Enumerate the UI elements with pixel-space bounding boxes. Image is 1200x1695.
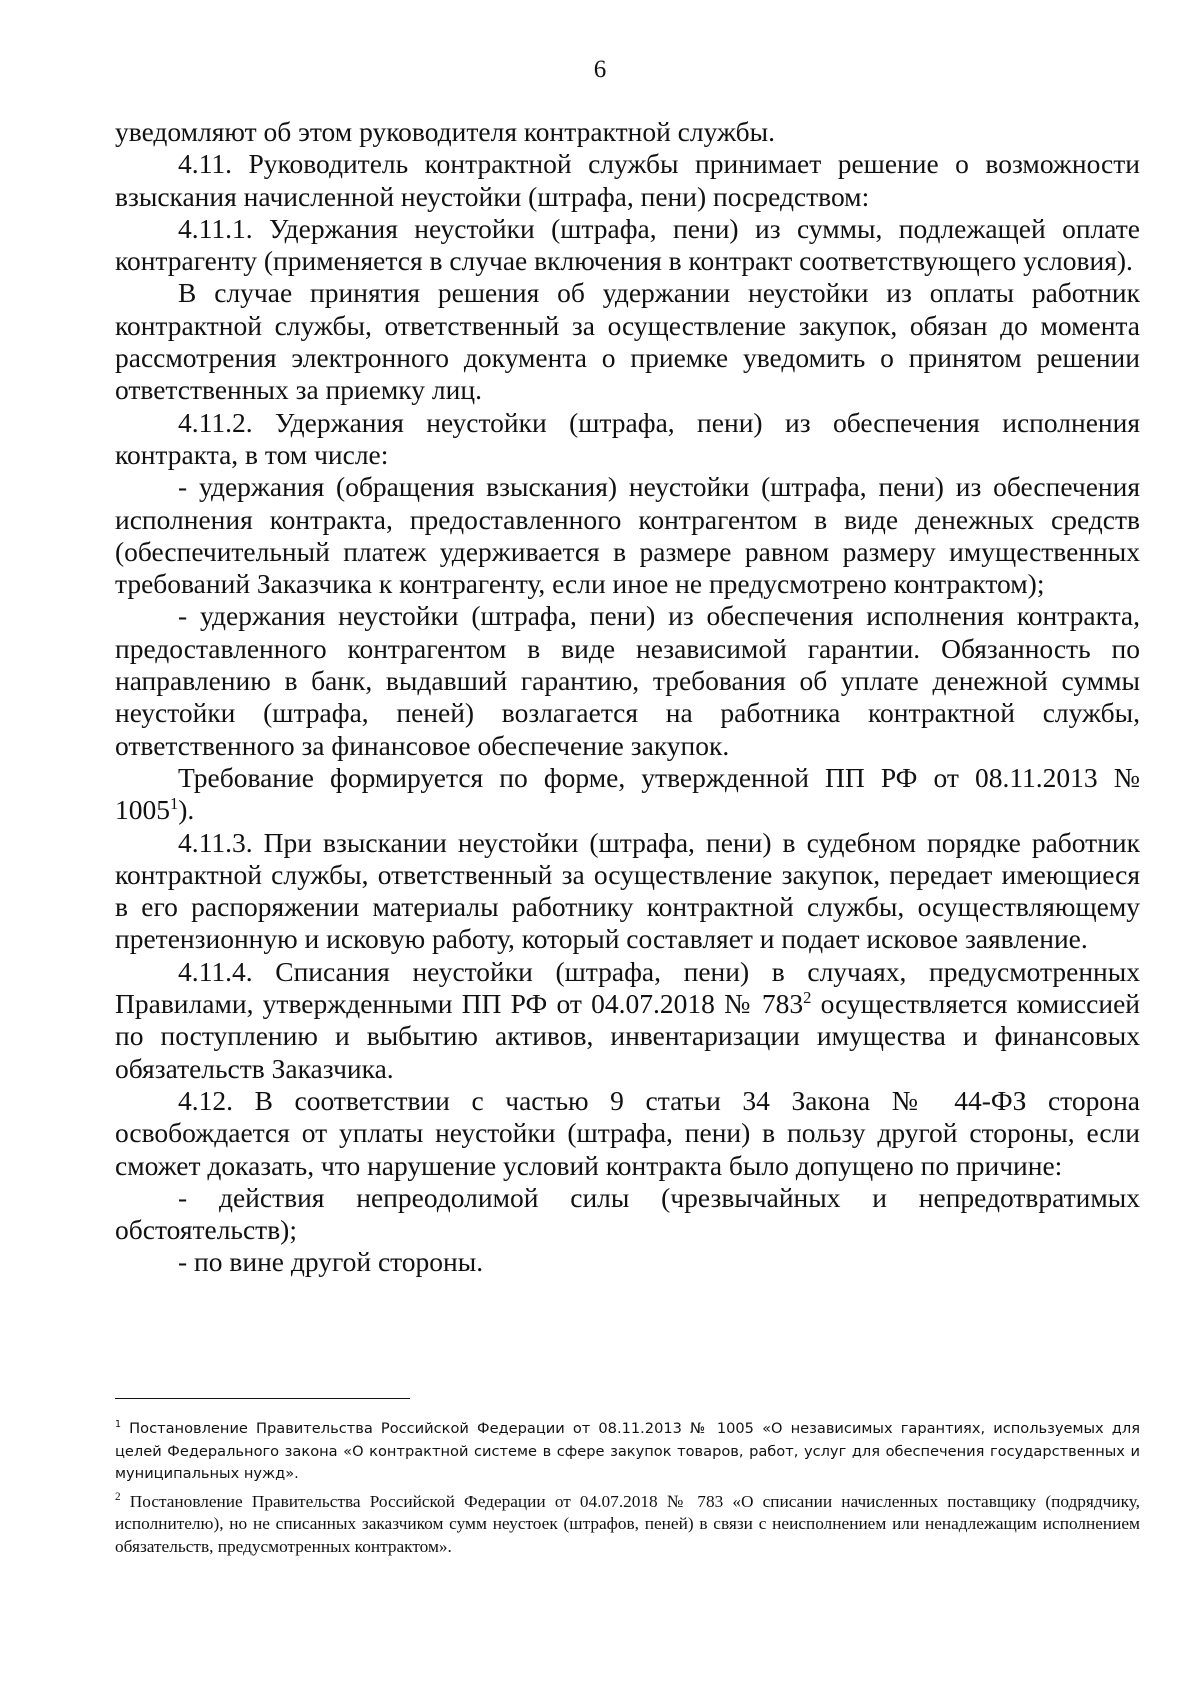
footnote-ref-1[interactable]: 1 xyxy=(170,794,179,814)
clause-4-11-1: 4.11.1. Удержания неустойки (штрафа, пени) из суммы, подлежащей оплате контрагенту (применяется в случае включения в контракт соответствующего условия). xyxy=(115,212,1140,277)
clause-4-11-4-text: 4.11.4. Списания неустойки (штрафа, пени) в случаях, предусмотренных Правилами, утвержденными ПП РФ от 04.07.2018 № 783 xyxy=(115,955,1140,1020)
list-item-cash-security: - удержания (обращения взыскания) неустойки (штрафа, пени) из обеспечения исполнения контракта, предоставленного контрагентом в виде денежных средств (обеспечительный платеж удерживается в размере равном размеру имущественных требований Заказчика к контрагенту, если иное не предусмотрено контрактом); xyxy=(115,471,1140,600)
list-item-other-party-fault: - по вине другой стороны. xyxy=(178,1246,484,1278)
paragraph-requirement-form xyxy=(115,762,1140,827)
page-number: 6 xyxy=(593,56,607,83)
clause-4-11-4 xyxy=(115,956,1140,1085)
footnote-2-text: Постановление Правительства Российской Федерации от 04.07.2018 № 783 «О списании начисленных поставщику (подрядчику, исполнителю), но не списанных заказчиком сумм неустоек (штрафов, пеней) в связи с неисполнением или ненадлежащим исполнением обязательств, предусмотренных контрактом». xyxy=(115,1491,1140,1556)
footnote-2-mark: 2 xyxy=(115,1490,121,1503)
requirement-form-end: ). xyxy=(178,794,195,826)
requirement-form-text: Требование формируется по форме, утвержденной ПП РФ от 08.11.2013 № 1005 xyxy=(115,761,1140,826)
paragraph-withholding-decision: В случае принятия решения об удержании неустойки из оплаты работник контрактной службы, ответственный за осуществление закупок, обязан до момента рассмотрения электронного документа о приемке уведомить о принятом решении ответственных за приемку лиц. xyxy=(115,277,1140,406)
paragraph-1: уведомляют об этом руководителя контрактной службы. xyxy=(115,116,775,147)
document-body xyxy=(115,116,1140,1279)
clause-4-11: 4.11. Руководитель контрактной службы принимает решение о возможности взыскания начисленной неустойки (штрафа, пени) посредством: xyxy=(115,148,1140,212)
footnote-2 xyxy=(115,1491,1140,1559)
footnote-divider xyxy=(115,1398,410,1399)
clause-4-11-3: 4.11.3. При взыскании неустойки (штрафа, пени) в судебном порядке работник контрактной службы, ответственный за осуществление закупок, передает имеющиеся в его распоряжении материалы работнику контрактной службы, осуществляющему претензионную и исковую работу, который составляет и подает исковое заявление. xyxy=(115,826,1140,955)
footnote-ref-2[interactable]: 2 xyxy=(803,987,812,1007)
clause-4-11-2: 4.11.2. Удержания неустойки (штрафа, пени) из обеспечения исполнения контракта, в том числе: xyxy=(115,406,1140,470)
clause-4-11-4-end: осуществляется комиссией по поступлению и выбытию активов, инвентаризации имущества и финансовых обязательств Заказчика. xyxy=(115,988,1140,1084)
list-item-independent-guarantee: - удержания неустойки (штрафа, пени) из обеспечения исполнения контракта, предоставленного контрагентом в виде независимой гарантии. Обязанность по направлению в банк, выдавший гарантию, требования об уплате денежной суммы неустойки (штрафа, пеней) возлагается на работника контрактной службы, ответственного за финансовое обеспечение закупок. xyxy=(115,600,1140,761)
list-item-force-majeure: - действия непреодолимой силы (чрезвычайных и непредотвратимых обстоятельств); xyxy=(115,1181,1140,1246)
footnote-1 xyxy=(115,1418,1140,1486)
clause-4-12: 4.12. В соответствии с частью 9 статьи 34 Закона № 44-ФЗ сторона освобождается от уплаты неустойки (штрафа, пени) в пользу другой стороны, если сможет доказать, что нарушение условий контракта было допущено по причине: xyxy=(115,1084,1140,1181)
footnotes xyxy=(115,1418,1140,1558)
footnote-1-mark: 1 xyxy=(115,1419,122,1431)
footnote-1-text: Постановление Правительства Российской Федерации от 08.11.2013 № 1005 «О независимых гарантиях, используемых для целей Федерального закона «О контрактной системе в сфере закупок товаров, работ, услуг для обеспечения государственных и муниципальных нужд». xyxy=(115,1420,1140,1482)
